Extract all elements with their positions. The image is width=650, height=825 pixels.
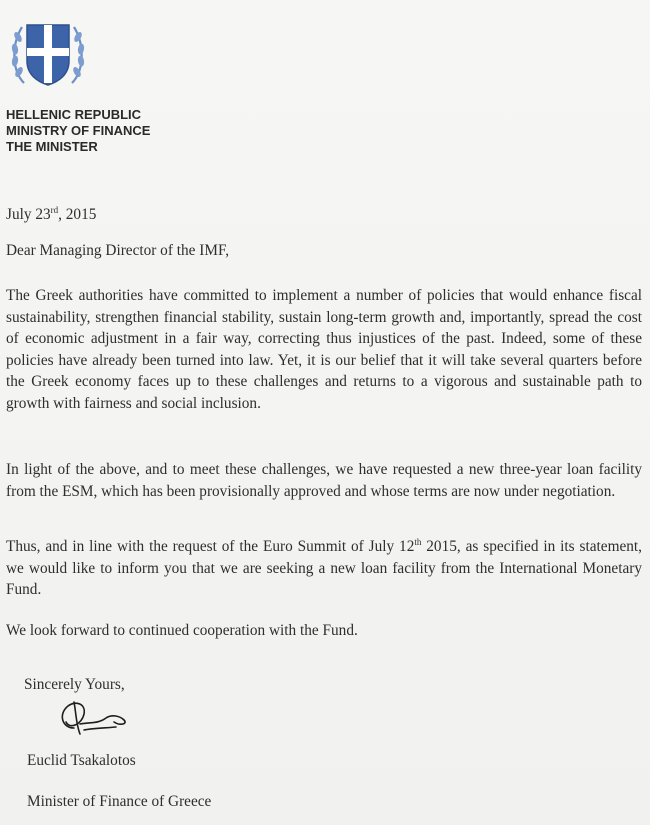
paragraph-cooperation: We look forward to continued cooperation with the Fund. — [6, 622, 358, 639]
handwritten-signature — [54, 694, 136, 742]
signer-name: Euclid Tsakalotos — [27, 752, 136, 769]
salutation: Dear Managing Director of the IMF, — [6, 242, 230, 259]
letterhead-minister: THE MINISTER — [6, 139, 98, 154]
letterhead — [6, 107, 150, 155]
letter-date — [6, 205, 96, 224]
letterhead-republic: HELLENIC REPUBLIC — [6, 107, 142, 122]
paragraph-esm-request: In light of the above, and to meet these challenges, we have requested a new three-year loan facility from the ESM, which has been provisionally approved and whose terms are now under negotiation. — [6, 461, 642, 500]
paragraph-imf-request-after: 2015, as specified in its statement, we would like to inform you that we are seeking a new loan facility from the International Monetary Fund. — [6, 538, 642, 599]
paragraph-imf-request — [6, 532, 642, 601]
letterhead-ministry: MINISTRY OF FINANCE — [6, 123, 151, 138]
paragraph-imf-request-suffix: th — [414, 537, 422, 547]
closing: Sincerely Yours, — [24, 676, 125, 693]
paragraph-imf-request-before: Thus, and in line with the request of the Euro Summit of July 12 — [6, 538, 415, 556]
paragraph-policies: The Greek authorities have committed to implement a number of policies that would enhance fiscal sustainability, strengthen financial stability, sustain long-term growth and, importantly, spread the cost of economic adjustment in a fair way, correcting thus injustices of the past. Indeed, some of these policies have already been turned into law. Yet, it is our belief that it will take several quarters before the Greek economy faces up to these challenges and returns to a vigorous and sustainable path to growth with fairness and social inclusion. — [6, 287, 642, 412]
signer-title: Minister of Finance of Greece — [27, 793, 212, 810]
date-suffix: rd — [50, 205, 59, 215]
greek-coat-of-arms-icon — [8, 15, 88, 91]
date-year: , 2015 — [58, 206, 97, 224]
date-month-day: July 23 — [6, 206, 51, 224]
